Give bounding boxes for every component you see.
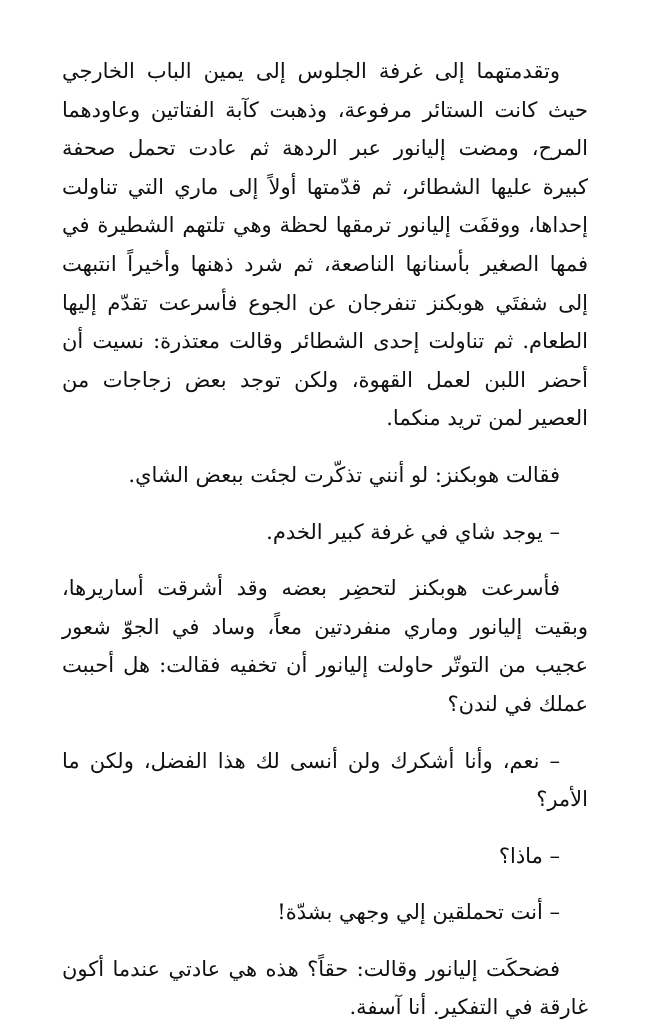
paragraph: – نعم، وأنا أشكرك ولن أنسى لك هذا الفضل، ولكن ما الأمر؟ <box>62 748 588 812</box>
paragraph: فقالت هوبكنز: لو أنني تذكّرت لجئت ببعض الشاي. <box>128 462 560 487</box>
paragraph: – أنت تحملقين إلي وجهي بشدّة! <box>277 900 560 925</box>
paragraph: فضحكَت إليانور وقالت: حقاً؟ هذه هي عادتي عندما أكون غارقة في التفكير. أنا آسفة. <box>62 956 588 1020</box>
paragraph: وتقدمتهما إلى غرفة الجلوس إلى يمين الباب الخارجي حيث كانت الستائر مرفوعة، وذهبت كآبة الفتاتين وعاودهما المرح، ومضت إليانور عبر الردهة ثم عادت تحمل صحفة كبيرة عليها الشطائر، ثم قدّمتها أولاً إلى ماري التي تناولت إحداها، ووقفَت إليانور ترمقها لحظة وهي تلتهم الشطيرة في فمها الصغير بأسنانها الناصعة، ثم شرد ذهنها وأخيراً انتبهت إلى شفتَي هوبكنز تنفرجان عن الجوع فأسرعت تقدّم إليها الطعام. ثم تناولت إحدى الشطائر وقالت معتذرة: نسيت أن أحضر اللبن لعمل القهوة، ولكن توجد بعض زجاجات من العصير لمن تريد منكما. <box>62 59 588 431</box>
book-page <box>62 52 588 1027</box>
paragraph: – ماذا؟ <box>498 843 560 868</box>
paragraph: فأسرعت هوبكنز لتحضِر بعضه وقد أشرقت أساريرها، وبقيت إليانور وماري منفردتين معاً، وساد في الجوّ شعور عجيب من التوتّر حاولت إليانور أن تخفيه فقالت: هل أحببت عملك في لندن؟ <box>62 576 588 716</box>
paragraph: – يوجد شاي في غرفة كبير الخدم. <box>266 519 560 544</box>
